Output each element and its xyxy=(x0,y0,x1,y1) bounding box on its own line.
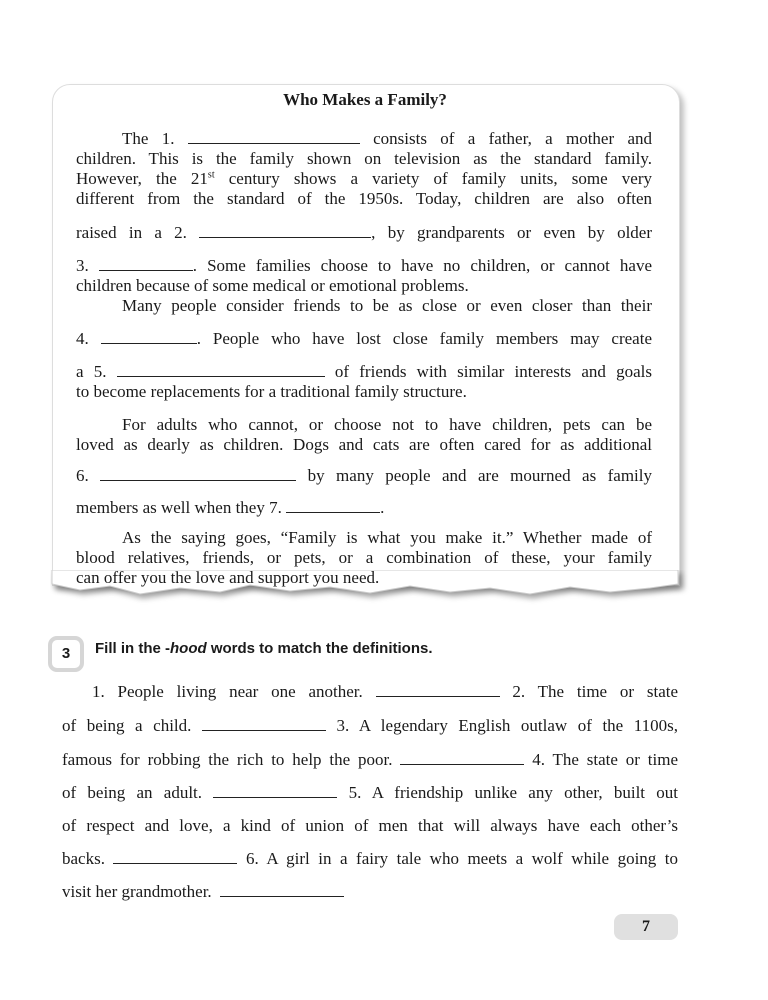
exercise-line: of respect and love, a kind of union of men that will always have each other’s xyxy=(62,816,678,835)
text-line: can offer you the love and support you need. xyxy=(76,568,380,587)
text-line: However, the 21st century shows a variety of family units, some very xyxy=(76,169,652,188)
blank-1[interactable] xyxy=(188,129,360,144)
text-line: As the saying goes, “Family is what you make it.” Whether made of xyxy=(122,528,652,547)
text-line: 4. . People who have lost close family members may create xyxy=(76,329,652,348)
text-line: children because of some medical or emotional problems. xyxy=(76,276,469,295)
exercise-line: backs. 6. A girl in a fairy tale who meets a wolf while going to xyxy=(62,849,679,868)
blank-3[interactable] xyxy=(99,256,193,271)
text-line: loved as dearly as children. Dogs and cats are often cared for as additional xyxy=(76,435,652,454)
exercise-line: 1. People living near one another. 2. The time or state xyxy=(92,682,679,701)
exercise-line: visit her grandmother. xyxy=(62,882,678,902)
answer-blank-5[interactable] xyxy=(113,849,237,864)
text-line: raised in a 2. , by grandparents or even by older xyxy=(76,223,652,242)
text-line: 3. . Some families choose to have no children, or cannot have xyxy=(76,256,652,275)
text-line: For adults who cannot, or choose not to have children, pets can be xyxy=(122,415,652,434)
text-line: a 5. of friends with similar interests and goals xyxy=(76,362,653,381)
exercise-line: of being an adult. 5. A friendship unlike any other, built out xyxy=(62,783,679,802)
text-line: to become replacements for a traditional family structure. xyxy=(76,382,467,401)
exercise-number-badge: 3 xyxy=(48,636,84,672)
answer-blank-4[interactable] xyxy=(213,783,337,798)
page-number: 7 xyxy=(614,914,678,940)
blank-6[interactable] xyxy=(100,466,296,481)
answer-blank-3[interactable] xyxy=(400,750,524,765)
exercise-line: famous for robbing the rich to help the poor. 4. The state or time xyxy=(62,750,679,769)
answer-blank-6[interactable] xyxy=(220,882,344,897)
answer-blank-1[interactable] xyxy=(376,682,500,697)
text-line: blood relatives, friends, or pets, or a combination of these, your family xyxy=(76,548,652,567)
text-line: members as well when they 7. . xyxy=(76,498,385,517)
blank-5[interactable] xyxy=(117,362,325,377)
blank-2[interactable] xyxy=(199,223,371,238)
blank-4[interactable] xyxy=(101,329,197,344)
exercise-heading: Fill in the -hood words to match the definitions. xyxy=(95,640,433,657)
answer-blank-2[interactable] xyxy=(202,716,326,731)
blank-7[interactable] xyxy=(286,498,380,513)
text-line: The 1. consists of a father, a mother and xyxy=(122,129,652,148)
reading-title: Who Makes a Family? xyxy=(283,90,447,109)
exercise-line: of being a child. 3. A legendary English outlaw of the 1100s, xyxy=(62,716,679,735)
text-line: children. This is the family shown on television as the standard family. xyxy=(76,149,652,168)
text-line: different from the standard of the 1950s. Today, children are also often xyxy=(76,189,652,208)
text-line: Many people consider friends to be as close or even closer than their xyxy=(122,296,652,315)
text-line: 6. by many people and are mourned as family xyxy=(76,466,652,485)
